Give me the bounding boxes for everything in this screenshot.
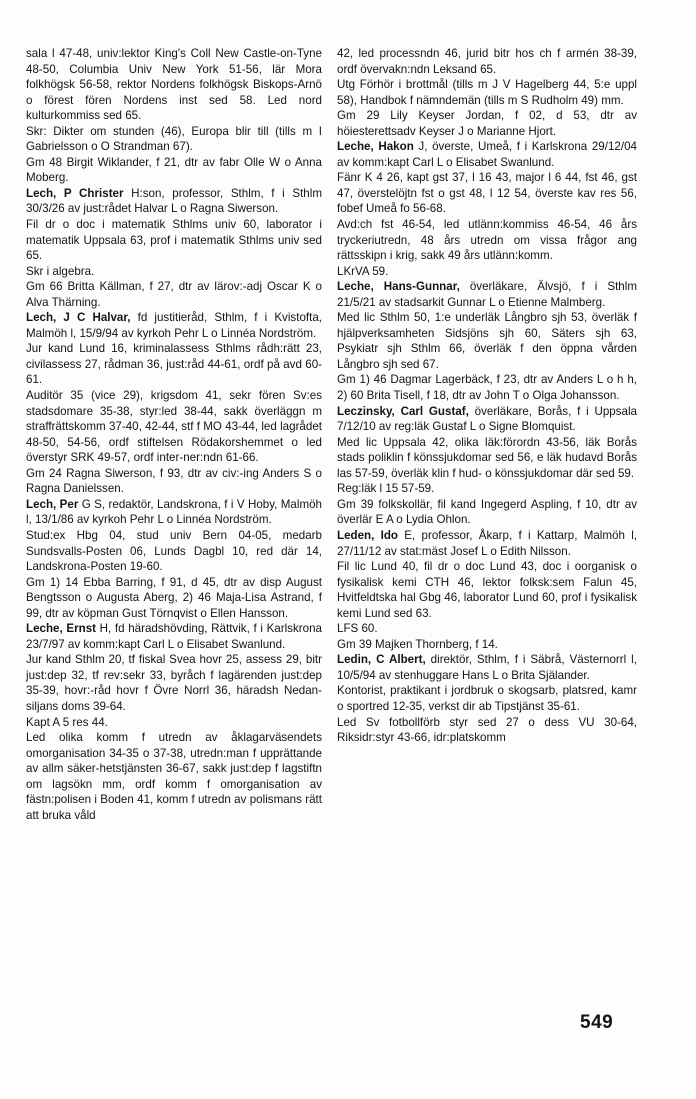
entry-text: J, överste, Umeå, f i Karlskrona 29/12/04 av komm:kapt Carl L o Elisabet Swanlund.: [337, 140, 637, 169]
text-paragraph: [26, 715, 322, 731]
entry-text: Gm 24 Ragna Siwerson, f 93, dtr av civ:-ing Anders S o Ragna Danielssen.: [26, 466, 322, 496]
entry-text: Kapt A 5 res 44.: [26, 715, 108, 729]
entry-text: Auditör 35 (vice 29), krigsdom 41, sekr fören Sv:es stadsdomare 35-38, styr:led 38-44, sakk överläggn m straffrättskomm 37-40, 42-44, stf f MO 43-44, led lagrådet 48-50, 54-56, ordf stiftelsen Rödakorshemmet o led överstyr SRK 49-57, ordf inter-ner:ndn 61-66.: [26, 389, 322, 465]
entry-name: Lech, P Christer: [26, 186, 124, 200]
text-paragraph: [337, 310, 637, 372]
entry-paragraph: [26, 186, 322, 217]
text-paragraph: [337, 77, 637, 108]
entry-text: Jur kand Sthlm 20, tf fiskal Svea hovr 25, assess 29, bitr just:dep 32, tf rev:sekr 33, byråch f lagärenden just:dep 35-39, hovr:-råd hovr f Övre Norrl 36, häradsh Nedan-siljans doms 39-64.: [26, 653, 322, 713]
entry-paragraph: [26, 621, 322, 652]
text-paragraph: [337, 481, 637, 497]
entry-paragraph: [337, 404, 637, 435]
entry-text: sala l 47-48, univ:lektor King's Coll New Castle-on-Tyne 48-50, Columbia Univ New York 51-56, lär Mora folkhögsk 56-58, rektor Nordens folkhögsk Biskops-Arnö o förest fören Nordens inst sed 58. Led nord kulturkommiss sed 65.: [26, 47, 322, 123]
entry-text: överläkare, Borås, f i Uppsala 7/12/10 av reg:läk Gustaf L o Signe Blomquist.: [337, 404, 637, 434]
entry-text: direktör, Sthlm, f i Säbrå, Västernorrl l, 10/5/94 av stenhuggare Hans L o Brita Själander.: [337, 653, 637, 682]
entry-paragraph: [26, 310, 322, 341]
entry-text: fd justitieråd, Sthlm, f i Kvistofta, Malmöh l, 15/9/94 av kyrkoh Pehr L o Linnéa Nordström.: [26, 311, 323, 340]
entry-text: Led Sv fotbollförb styr sed 27 o dess VU 30-64, Riksidr:styr 43-66, idr:platskomm: [337, 715, 637, 745]
text-paragraph: [337, 217, 637, 264]
text-paragraph: [337, 559, 637, 621]
entry-paragraph: [26, 497, 322, 528]
text-paragraph: [337, 170, 637, 217]
text-paragraph: [337, 683, 637, 714]
entry-text: Fil dr o doc i matematik Sthlms univ 60, laborator i matematik Uppsala 63, prof i matematik Sthlms univ sed 65.: [26, 218, 322, 263]
entry-text: Gm 66 Britta Källman, f 27, dtr av lärov:-adj Oscar K o Alva Thärning.: [26, 280, 322, 309]
entry-name: Leche, Hakon: [337, 140, 414, 154]
entry-text: Gm 1) 46 Dagmar Lagerbäck, f 23, dtr av Anders L o h h, 2) 60 Brita Tisell, f 18, dtr av John T o Olga Johansson.: [337, 373, 637, 403]
text-paragraph: [26, 217, 322, 264]
entry-text: Gm 39 folkskollär, fil kand Ingegerd Aspling, f 10, dtr av överlär E A o Lydia Ohlon.: [337, 497, 637, 527]
text-paragraph: [26, 341, 322, 388]
entry-text: LKrVA 59.: [337, 264, 389, 278]
entry-text: Med lic Uppsala 42, olika läk:förordn 43-56, läk Borås stads poliklin f könssjukdomar sed 56, e läk hudavd Borås las 57-59, överläk klin f hud- o könssjukdomar där sed 59.: [337, 435, 637, 480]
entry-text: Fänr K 4 26, kapt gst 37, l 16 43, major l 6 44, fst 46, gst 47, överstelöjtn fst o gst 48, l 12 54, överste kav res 56, fobef Umeå fo 56-68.: [337, 171, 637, 216]
text-paragraph: [26, 124, 322, 155]
text-paragraph: [26, 155, 322, 186]
text-paragraph: [337, 46, 637, 77]
page-number: 549: [580, 1012, 614, 1033]
text-paragraph: [26, 264, 322, 280]
text-paragraph: [26, 388, 322, 466]
entry-text: 42, led processndn 46, jurid bitr hos ch f armén 38-39, ordf övervakn:ndn Leksand 65.: [337, 47, 637, 76]
entry-text: Stud:ex Hbg 04, stud univ Bern 04-05, medarb Sundsvalls-Posten 06, Lunds Dagbl 10, red där 14, Landskrona-Posten 19-60.: [26, 528, 322, 574]
text-paragraph: [26, 575, 322, 622]
right-column: [337, 46, 637, 746]
entry-text: Skr i algebra.: [26, 264, 95, 278]
text-paragraph: [337, 435, 637, 482]
text-paragraph: [337, 372, 637, 403]
text-paragraph: [337, 621, 637, 637]
text-paragraph: [337, 637, 637, 653]
text-paragraph: [26, 46, 322, 124]
entry-text: Fil lic Lund 40, fil dr o doc Lund 43, doc i oorganisk o fysikalisk kemi CTH 46, lektor folksk:sem Falun 45, Hvitfeldtska hal Gbg 46, laborator Lund 60, prof i fysikalisk kemi Lund sed 63.: [337, 560, 637, 620]
entry-name: Leden, Ido: [337, 528, 399, 542]
text-paragraph: [26, 652, 322, 714]
entry-text: Gm 48 Birgit Wiklander, f 21, dtr av fabr Olle W o Anna Moberg.: [26, 155, 322, 185]
left-column: [26, 46, 322, 823]
entry-paragraph: [337, 279, 637, 310]
entry-name: Leczinsky, Carl Gustaf,: [337, 404, 469, 418]
entry-name: Leche, Hans-Gunnar,: [337, 280, 460, 294]
entry-text: Avd:ch fst 46-54, led utlänn:kommiss 46-54, 46 års tryckeriutredn, 48 års utredn om vissa frågor ang rättsskipn i krig, sakk 49 års utlänn:komm.: [337, 218, 637, 263]
text-paragraph: [26, 279, 322, 310]
entry-text: LFS 60.: [337, 622, 378, 636]
entry-paragraph: [337, 139, 637, 170]
text-paragraph: [337, 108, 637, 139]
entry-text: H, fd häradshövding, Rättvik, f i Karlskrona 23/7/97 av komm:kapt Carl L o Elisabet Swanlund.: [26, 622, 322, 651]
entry-paragraph: [337, 652, 637, 683]
entry-text: Kontorist, praktikant i jordbruk o skogsarb, platsred, kamr o sportred 12-35, verkst dir ab Tipstjänst 35-61.: [337, 684, 637, 713]
entry-text: Jur kand Lund 16, kriminalassess Sthlms rådh:rätt 23, civilassess 27, rådman 36, just:råd 44-61, ordf på avd 60-61.: [26, 342, 322, 387]
entry-text: Utg Förhör i brottmål (tills m J V Hagelberg 44, 5:e uppl 58), Handbok f nämndemän (tills m S Rudholm 49) mm.: [337, 78, 637, 107]
entry-text: Gm 1) 14 Ebba Barring, f 91, d 45, dtr av disp August Bengtsson o Augusta Aberg, 2) 46 Maja-Lisa Astrand, f 99, dtr av köpman Gust Törnqvist o Ellen Hansson.: [26, 575, 322, 620]
entry-text: överläkare, Älvsjö, f i Sthlm 21/5/21 av stadsarkit Gunnar L o Etienne Malmberg.: [337, 280, 637, 309]
entry-name: Ledin, C Albert,: [337, 653, 426, 667]
entry-text: Gm 29 Lily Keyser Jordan, f 02, d 53, dtr av höiesterettsadv Keyser J o Marianne Hjort.: [337, 109, 637, 138]
text-paragraph: [26, 466, 322, 497]
text-paragraph: [26, 730, 322, 823]
entry-text: Skr: Dikter om stunden (46), Europa blir till (tills m I Gabrielsson o O Strandman 67).: [26, 124, 322, 154]
entry-paragraph: [337, 528, 637, 559]
text-paragraph: [26, 528, 322, 575]
entry-text: Led olika komm f utredn av åklagarväsendets omorganisation 34-35 o 37-38, utredn:man f upprättande av allm säker-hetstjänsten 36-67, sakk just:dep f lagstiftn om lagsökn mm, ordf komm f omorganisation av fästn:polisen i Boden 41, komm f utredn av polismans rätt att bruka våld: [26, 731, 322, 822]
entry-name: Lech, J C Halvar,: [26, 311, 131, 325]
entry-name: Leche, Ernst: [26, 622, 97, 636]
text-paragraph: [337, 264, 637, 280]
entry-text: Gm 39 Majken Thornberg, f 14.: [337, 637, 498, 651]
entry-text: H:son, professor, Sthlm, f i Sthlm 30/3/26 av just:rådet Halvar L o Ragna Siwerson.: [26, 186, 322, 216]
text-paragraph: [337, 715, 637, 746]
entry-text: Reg:läk l 15 57-59.: [337, 482, 435, 496]
text-paragraph: [337, 497, 637, 528]
entry-text: G S, redaktör, Landskrona, f i V Hoby, Malmöh l, 13/1/86 av kyrkoh Pehr L o Linnéa Nordström.: [26, 497, 322, 527]
entry-name: Lech, Per: [26, 497, 79, 511]
entry-text: Med lic Sthlm 50, 1:e underläk Långbro sjh 53, överläk f hjälpverksamheten Sidsjöns sjh 60, Säters sjh 63, Psykiatr sjh Sthlm 66, överläk f den öppna vården Långbro sjh sed 67.: [337, 311, 637, 371]
entry-text: E, professor, Åkarp, f i Kattarp, Malmöh l, 27/11/12 av stat:mäst Josef L o Edith Nilsson.: [337, 528, 638, 558]
